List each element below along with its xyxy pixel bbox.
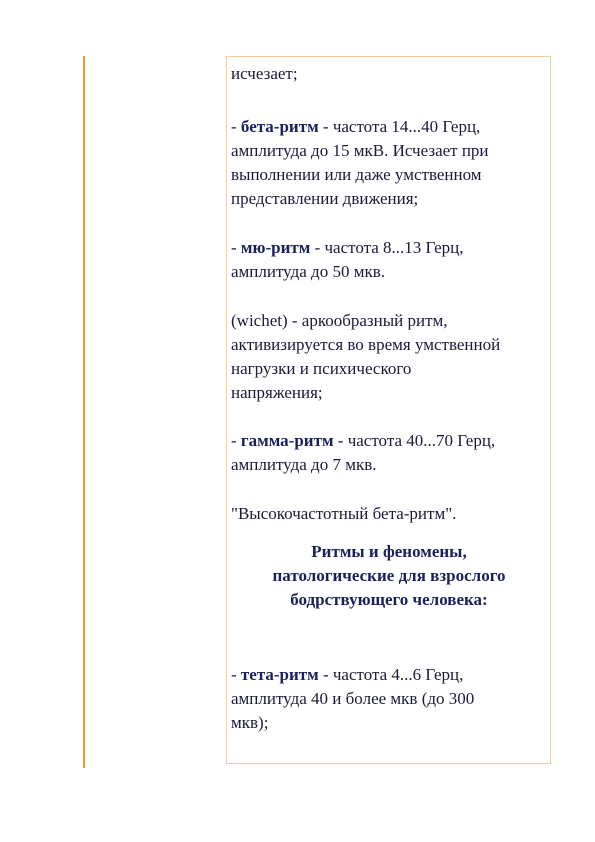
paragraph-gamma-rhythm bbox=[231, 429, 549, 477]
paragraph-mu-rhythm bbox=[231, 236, 549, 284]
term-theta-rhythm: тета-ритм bbox=[240, 665, 319, 684]
heading-line-2: патологические для взрослого bbox=[272, 566, 506, 585]
wichet-line-1: (wichet) - аркообразный ритм, bbox=[231, 311, 448, 330]
wichet-line-4: напряжения; bbox=[231, 383, 323, 402]
paragraph-theta-rhythm bbox=[231, 663, 549, 735]
mu-line-2: амплитуда до 50 мкв. bbox=[231, 262, 386, 281]
term-gamma-rhythm: гамма-ритм bbox=[240, 431, 334, 450]
term-mu-rhythm: мю-ритм bbox=[240, 238, 311, 257]
continuation-text: исчезает; bbox=[231, 64, 298, 83]
wichet-line-3: нагрузки и психического bbox=[231, 359, 412, 378]
paragraph-beta-rhythm bbox=[231, 115, 549, 211]
term-beta-rhythm: бета-ритм bbox=[240, 117, 319, 136]
beta-line-3: выполнении или даже умственном bbox=[231, 165, 482, 184]
heading-line-3: бодрствующего человека: bbox=[290, 590, 488, 609]
wichet-line-2: активизируется во время умственной bbox=[231, 335, 501, 354]
theta-line-3: мкв); bbox=[231, 713, 269, 732]
theta-line-1: - тета-ритм - частота 4...6 Герц, bbox=[231, 665, 464, 684]
beta-line-1: - бета-ритм - частота 14...40 Герц, bbox=[231, 117, 481, 136]
mu-line-1: - мю-ритм - частота 8...13 Герц, bbox=[231, 238, 464, 257]
high-frequency-beta-text: "Высокочастотный бета-ритм". bbox=[231, 504, 457, 523]
paragraph-high-frequency-beta bbox=[231, 502, 549, 526]
beta-line-2: амплитуда до 15 мкВ. Исчезает при bbox=[231, 141, 489, 160]
gamma-line-1: - гамма-ритм - частота 40...70 Герц, bbox=[231, 431, 496, 450]
gamma-line-2: амплитуда до 7 мкв. bbox=[231, 455, 377, 474]
heading-line-1: Ритмы и феномены, bbox=[311, 542, 467, 561]
beta-line-4: представлении движения; bbox=[231, 189, 419, 208]
theta-line-2: амплитуда 40 и более мкв (до 300 bbox=[231, 689, 475, 708]
left-margin-rule bbox=[83, 56, 85, 768]
section-heading bbox=[228, 540, 550, 612]
paragraph-continuation bbox=[231, 62, 549, 86]
paragraph-wichet-rhythm bbox=[231, 309, 549, 405]
